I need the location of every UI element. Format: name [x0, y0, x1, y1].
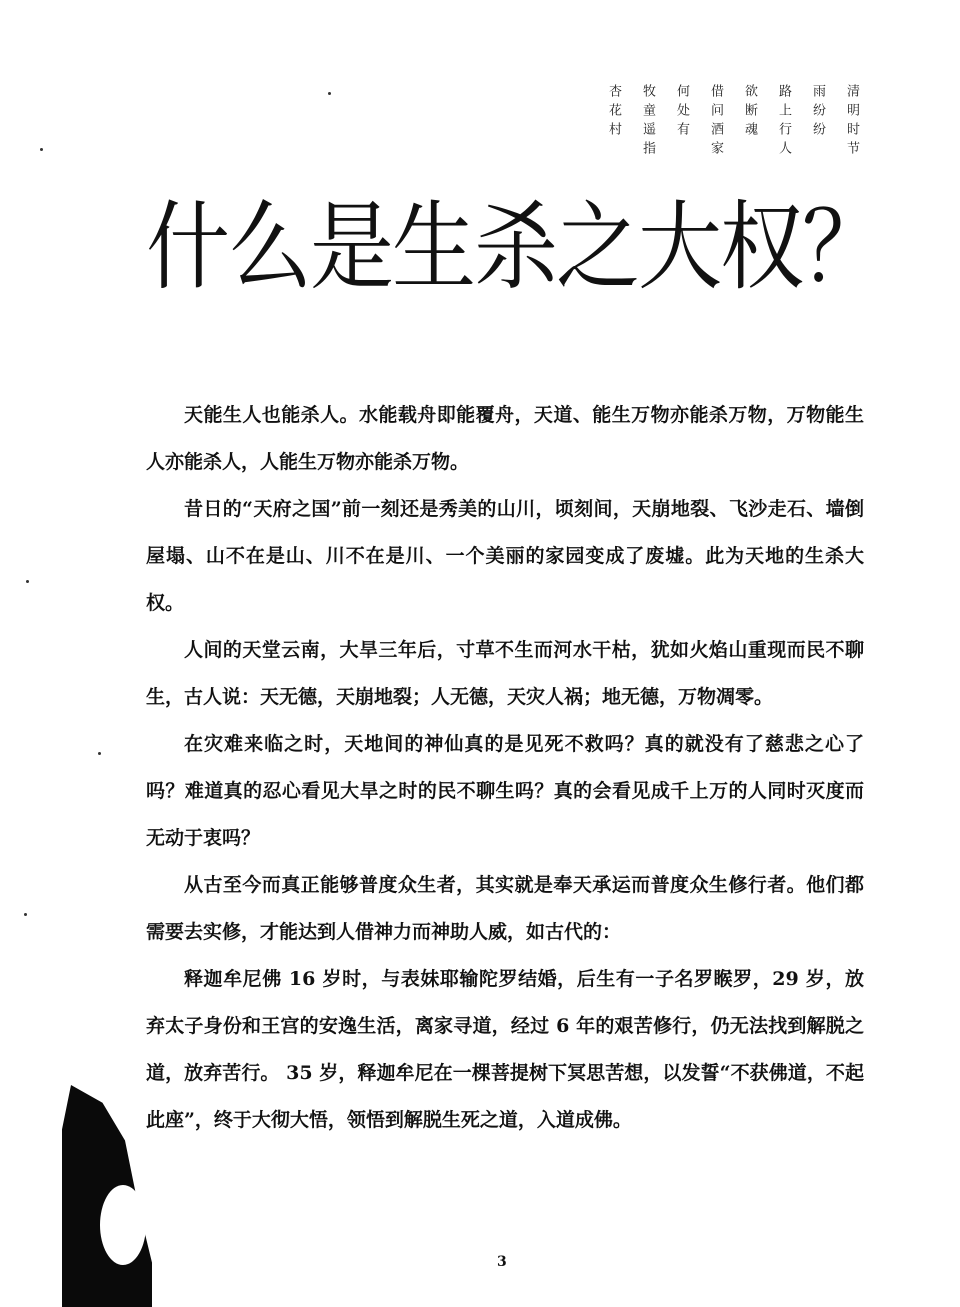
paragraph: 在灾难来临之时，天地间的神仙真的是见死不救吗？真的就没有了慈悲之心了吗？难道真的忍心看见大旱之时的民不聊生吗？真的会看见成千上万的人同时灭度而无动于衷吗？	[146, 733, 864, 849]
poem-column: 杏花村	[606, 84, 621, 141]
scan-speck	[98, 752, 101, 755]
poem-block	[600, 84, 864, 160]
scan-artifact-hole	[100, 1185, 146, 1265]
poem-column: 借问酒家	[708, 84, 723, 160]
poem-column: 欲断魂	[742, 84, 757, 141]
paragraph: 昔日的“天府之国”前一刻还是秀美的山川，顷刻间，天崩地裂、飞沙走石、墙倒屋塌、山不在是山、川不在是川、一个美丽的家园变成了废墟。此为天地的生杀大权。	[146, 498, 864, 614]
page-title: 什么是生杀之大权？	[146, 190, 885, 304]
paragraph: 释迦牟尼佛 16 岁时，与表妹耶输陀罗结婚，后生有一子名罗睺罗，29 岁，放弃太子身份和王宫的安逸生活，离家寻道，经过 6 年的艰苦修行，仍无法找到解脱之道，放弃苦行。 35 岁，释迦牟尼在一棵菩提树下冥思苦想，以发誓“不获佛道，不起此座”，终于大彻大悟，领悟到解脱生死之道，入道成佛。	[146, 968, 864, 1131]
poem-column: 雨纷纷	[810, 84, 825, 141]
poem-column: 清明时节	[844, 84, 859, 160]
scan-speck	[24, 913, 27, 916]
body-text	[146, 392, 864, 1144]
paragraph: 天能生人也能杀人。水能载舟即能覆舟，天道、能生万物亦能杀万物，万物能生人亦能杀人，人能生万物亦能杀万物。	[146, 404, 864, 473]
scan-speck	[26, 580, 29, 583]
paragraph: 从古至今而真正能够普度众生者，其实就是奉天承运而普度众生修行者。他们都需要去实修，才能达到人借神力而神助人威，如古代的：	[146, 874, 864, 943]
paragraph: 人间的天堂云南，大旱三年后，寸草不生而河水干枯，犹如火焰山重现而民不聊生，古人说：天无德，天崩地裂；人无德，天灾人祸；地无德，万物凋零。	[146, 639, 864, 708]
scan-speck	[328, 92, 331, 95]
poem-column: 路上行人	[776, 84, 791, 160]
poem-column: 何处有	[674, 84, 689, 141]
poem-column: 牧童遥指	[640, 84, 655, 160]
page-number: 3	[497, 1254, 507, 1270]
scan-speck	[40, 148, 43, 151]
